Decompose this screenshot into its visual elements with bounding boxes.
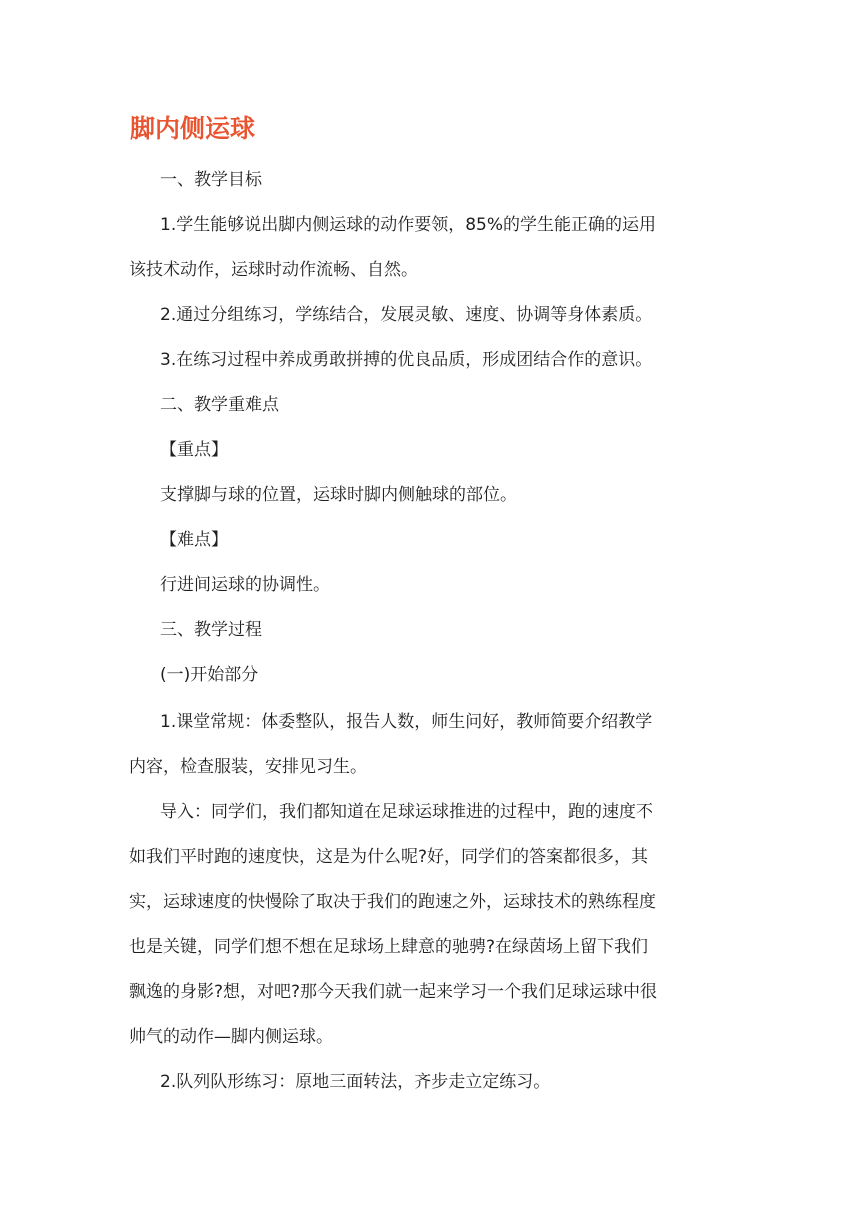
subsection-heading-start: (一)开始部分 xyxy=(160,665,259,685)
section-heading-objectives: 一、教学目标 xyxy=(160,170,262,190)
objective-2: 2.通过分组练习，学练结合，发展灵敏、速度、协调等身体素质。 xyxy=(160,305,653,325)
intro-line-2: 如我们平时跑的速度快，这是为什么呢?好，同学们的答案都很多，其 xyxy=(129,847,649,867)
intro-line-6: 帅气的动作—脚内侧运球。 xyxy=(129,1027,333,1047)
intro-line-5: 飘逸的身影?想，对吧?那今天我们就一起来学习一个我们足球运球中很 xyxy=(129,982,658,1002)
intro-line-4: 也是关键，同学们想不想在足球场上肆意的驰骋?在绿茵场上留下我们 xyxy=(129,937,649,957)
key-point-label: 【重点】 xyxy=(160,440,228,460)
drill-line: 2.队列队形练习：原地三面转法，齐步走立定练习。 xyxy=(160,1072,551,1092)
difficult-point-text: 行进间运球的协调性。 xyxy=(160,575,330,595)
routine-line-1: 1.课堂常规：体委整队，报告人数，师生问好，教师简要介绍教学 xyxy=(160,712,653,732)
objective-3: 3.在练习过程中养成勇敢拼搏的优良品质，形成团结合作的意识。 xyxy=(160,350,653,370)
intro-line-1: 导入：同学们，我们都知道在足球运球推进的过程中，跑的速度不 xyxy=(160,802,653,822)
key-point-text: 支撑脚与球的位置，运球时脚内侧触球的部位。 xyxy=(160,485,517,505)
routine-line-2: 内容，检查服装，安排见习生。 xyxy=(129,757,367,777)
document-title: 脚内侧运球 xyxy=(130,114,256,143)
section-heading-key-difficult-points: 二、教学重难点 xyxy=(160,395,279,415)
objective-1-line-2: 该技术动作，运球时动作流畅、自然。 xyxy=(129,260,418,280)
intro-line-3: 实，运球速度的快慢除了取决于我们的跑速之外，运球技术的熟练程度 xyxy=(129,892,656,912)
section-heading-process: 三、教学过程 xyxy=(160,620,262,640)
difficult-point-label: 【难点】 xyxy=(160,530,228,550)
objective-1-line-1: 1.学生能够说出脚内侧运球的动作要领，85%的学生能正确的运用 xyxy=(160,215,657,235)
